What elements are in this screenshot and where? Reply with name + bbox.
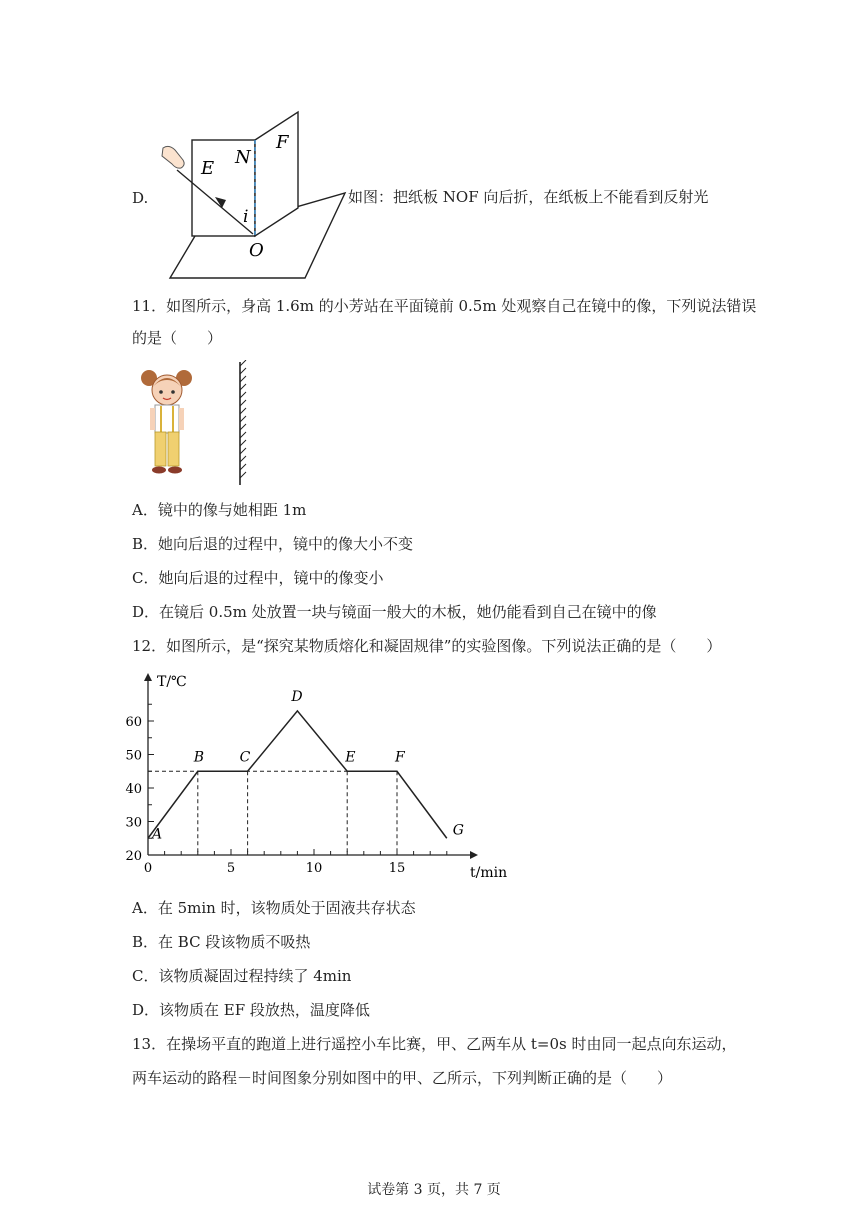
- q13-stem-line1: 13．在操场平直的跑道上进行遥控小车比赛，甲、乙两车从 t=0s 时由同一起点向东运动，: [132, 1035, 737, 1053]
- q12-option-a: A．在 5min 时，该物质处于固液共存状态: [132, 899, 416, 917]
- q11-option-a: A．镜中的像与她相距 1m: [132, 501, 307, 519]
- point-label-D: D: [291, 688, 303, 705]
- q12-option-b: B．在 BC 段该物质不吸热: [132, 933, 311, 951]
- q11-option-c: C．她向后退的过程中，镜中的像变小: [132, 569, 384, 587]
- point-label-G: G: [452, 822, 464, 839]
- y-tick-label: 40: [125, 782, 142, 797]
- point-label-E: E: [345, 749, 356, 766]
- q12-stem: 12．如图所示，是“探究某物质熔化和凝固规律”的实验图像。下列说法正确的是（ ）: [132, 637, 722, 655]
- x-tick-label: 5: [226, 861, 236, 876]
- label-f: F: [276, 132, 289, 153]
- q10-option-d-letter: D.: [132, 189, 149, 207]
- q11-option-d: D．在镜后 0.5m 处放置一块与镜面一般大的木板，她仍能看到自己在镜中的像: [132, 603, 657, 621]
- y-axis-arrow: [144, 673, 152, 681]
- y-tick-label: 60: [125, 715, 142, 730]
- label-i: i: [243, 207, 249, 227]
- label-e: E: [201, 158, 215, 179]
- label-o: O: [249, 240, 264, 261]
- q10-option-d-text: 如图：把纸板 NOF 向后折，在纸板上不能看到反射光: [348, 188, 709, 206]
- x-axis-label: t/min: [470, 865, 508, 881]
- y-tick-label: 50: [125, 748, 142, 764]
- girl-and-mirror-figure: [140, 360, 260, 485]
- q12-option-c: C．该物质凝固过程持续了 4min: [132, 967, 352, 985]
- x-tick-label: 10: [305, 861, 323, 876]
- x-tick-label: 0: [143, 861, 153, 876]
- point-label-C: C: [239, 749, 251, 766]
- point-label-F: F: [395, 749, 405, 766]
- q11-stem-line1: 11．如图所示，身高 1.6m 的小芳站在平面镜前 0.5m 处观察自己在镜中的像，下列说法错误: [132, 297, 757, 315]
- melting-curve-chart: [125, 665, 525, 885]
- y-tick-label: 30: [125, 815, 142, 831]
- q10-reflection-figure: [155, 108, 355, 284]
- x-axis-arrow: [470, 851, 478, 859]
- x-tick-label: 15: [388, 861, 406, 876]
- y-axis-label: T/℃: [157, 674, 187, 690]
- label-n: N: [235, 147, 251, 168]
- q12-option-d: D．该物质在 EF 段放热，温度降低: [132, 1001, 370, 1019]
- q11-option-b: B．她向后退的过程中，镜中的像大小不变: [132, 535, 414, 553]
- q11-stem-line2: 的是（ ）: [132, 329, 223, 347]
- page-footer: 试卷第 3 页，共 7 页: [367, 1182, 501, 1198]
- q13-stem-line2: 两车运动的路程－时间图象分别如图中的甲、乙所示，下列判断正确的是（ ）: [132, 1069, 673, 1087]
- point-label-A: A: [152, 826, 163, 843]
- y-tick-label: 20: [125, 849, 142, 864]
- temperature-curve: [148, 711, 447, 838]
- point-label-B: B: [193, 749, 205, 766]
